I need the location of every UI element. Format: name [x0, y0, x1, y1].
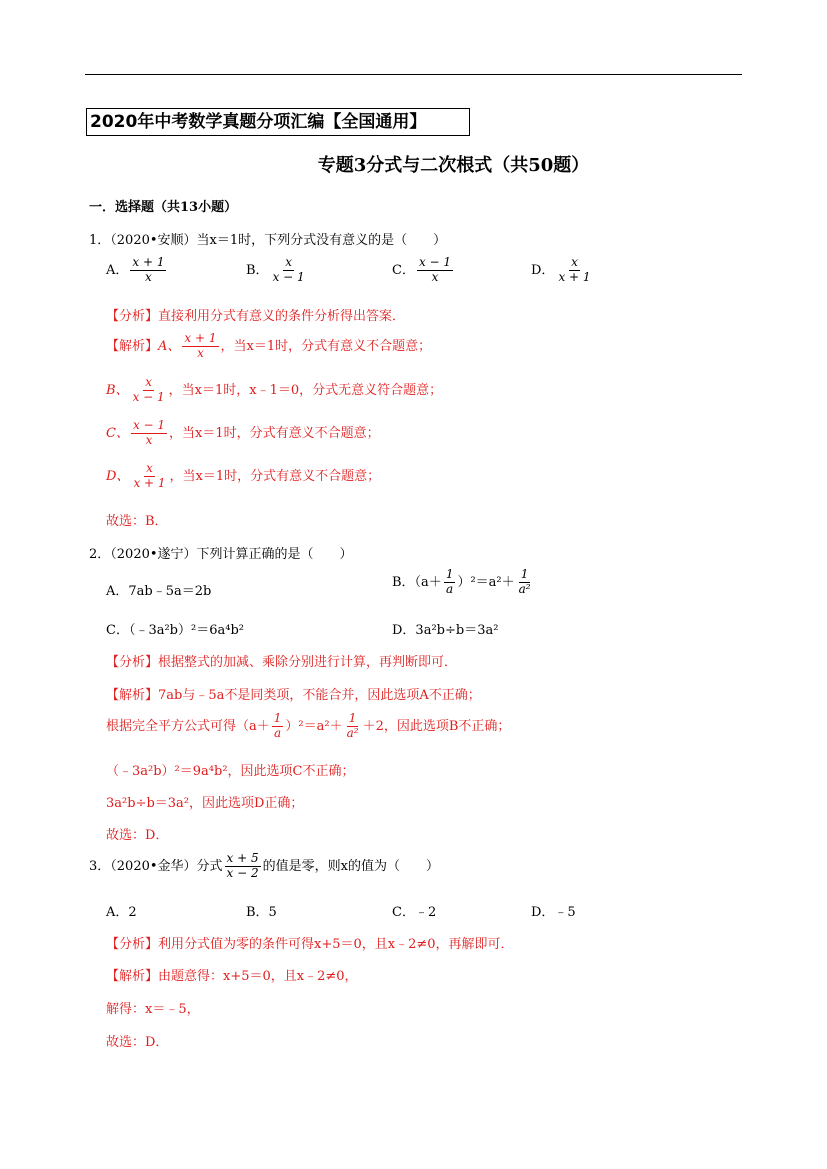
- q2-solution-2: 根据完全平方公式可得（a＋ $\frac{1}{a}$ ）²＝a²＋ $\frac{1}{\text{a²}}$ ＋2，因此选项B不正确；: [106, 711, 511, 740]
- q1-analysis: 【分析】直接利用分式有意义的条件分析得出答案．: [106, 309, 406, 324]
- q2-answer: 故选：D．: [106, 828, 169, 843]
- header-rule: [85, 74, 742, 75]
- q2-solution-3: （﹣3a²b）²＝9a⁴b²，因此选项C不正确；: [106, 764, 355, 779]
- q1-solution-b: B、 $\frac{x}{x - 1}$ ，当x＝1时，x﹣1＝0，分式无意义符合题意；: [106, 375, 443, 404]
- q1-option-a: A． $\frac{x + 1}{x}$: [106, 255, 165, 284]
- q1-solution-d: D、 $\frac{x}{x + 1}$ ，当x＝1时，分式有意义不合题意；: [106, 461, 381, 490]
- q3-option-d: D．﹣5: [531, 905, 576, 920]
- q1-option-c: C． $\frac{x - 1}{x}$: [392, 255, 452, 284]
- topic-title: 专题3分式与二次根式（共50题）: [317, 155, 590, 176]
- collection-title: 2020年中考数学真题分项汇编【全国通用】: [86, 108, 470, 136]
- q2-option-b: B．（a＋ $\frac{1}{a}$ ）²＝a²＋ $\frac{1}{\text{a²}}$: [392, 567, 531, 596]
- q3-option-c: C．﹣2: [392, 905, 437, 920]
- q1-option-d: D． $\frac{x}{x + 1}$: [531, 255, 591, 284]
- q3-option-a: A．2: [106, 905, 137, 920]
- q1-stem: 1．（2020•安顺）当x＝1时，下列分式没有意义的是（ ）: [89, 233, 447, 248]
- q2-option-d: D．3a²b÷b＝3a²: [392, 623, 499, 638]
- q3-solution-2: 解得：x＝﹣5，: [106, 1002, 200, 1017]
- q3-answer: 故选：D．: [106, 1035, 169, 1050]
- q3-analysis: 【分析】利用分式值为零的条件可得x+5＝0，且x﹣2≠0，再解即可．: [106, 937, 514, 952]
- q2-solution-4: 3a²b÷b＝3a²，因此选项D正确；: [106, 796, 304, 811]
- q2-option-a: A．7ab﹣5a＝2b: [106, 584, 212, 599]
- q1-answer: 故选：B．: [106, 514, 168, 529]
- q3-stem: 3．（2020•金华）分式 $\frac{x + 5}{x - 2}$ 的值是零，则x的值为（ ）: [89, 851, 439, 880]
- q3-solution-1: 【解析】由题意得：x+5＝0，且x﹣2≠0，: [106, 969, 358, 984]
- q1-solution-a: 【解析】A、 $\frac{x + 1}{x}$ ，当x＝1时，分式有意义不合题意；: [106, 331, 432, 360]
- q1-solution-c: C、 $\frac{x - 1}{x}$ ，当x＝1时，分式有意义不合题意；: [106, 418, 380, 447]
- q1-option-b: B． $\frac{x}{x - 1}$: [246, 255, 305, 284]
- section-title: 一．选择题（共13小题）: [89, 200, 238, 215]
- q2-stem: 2．（2020•遂宁）下列计算正确的是（ ）: [89, 547, 353, 562]
- q2-analysis: 【分析】根据整式的加减、乘除分别进行计算，再判断即可．: [106, 655, 458, 670]
- q2-option-c: C．（﹣3a²b）²＝6a⁴b²: [106, 623, 244, 638]
- q3-option-b: B．5: [246, 905, 277, 920]
- q2-solution-1: 【解析】7ab与﹣5a不是同类项，不能合并，因此选项A不正确；: [106, 688, 481, 703]
